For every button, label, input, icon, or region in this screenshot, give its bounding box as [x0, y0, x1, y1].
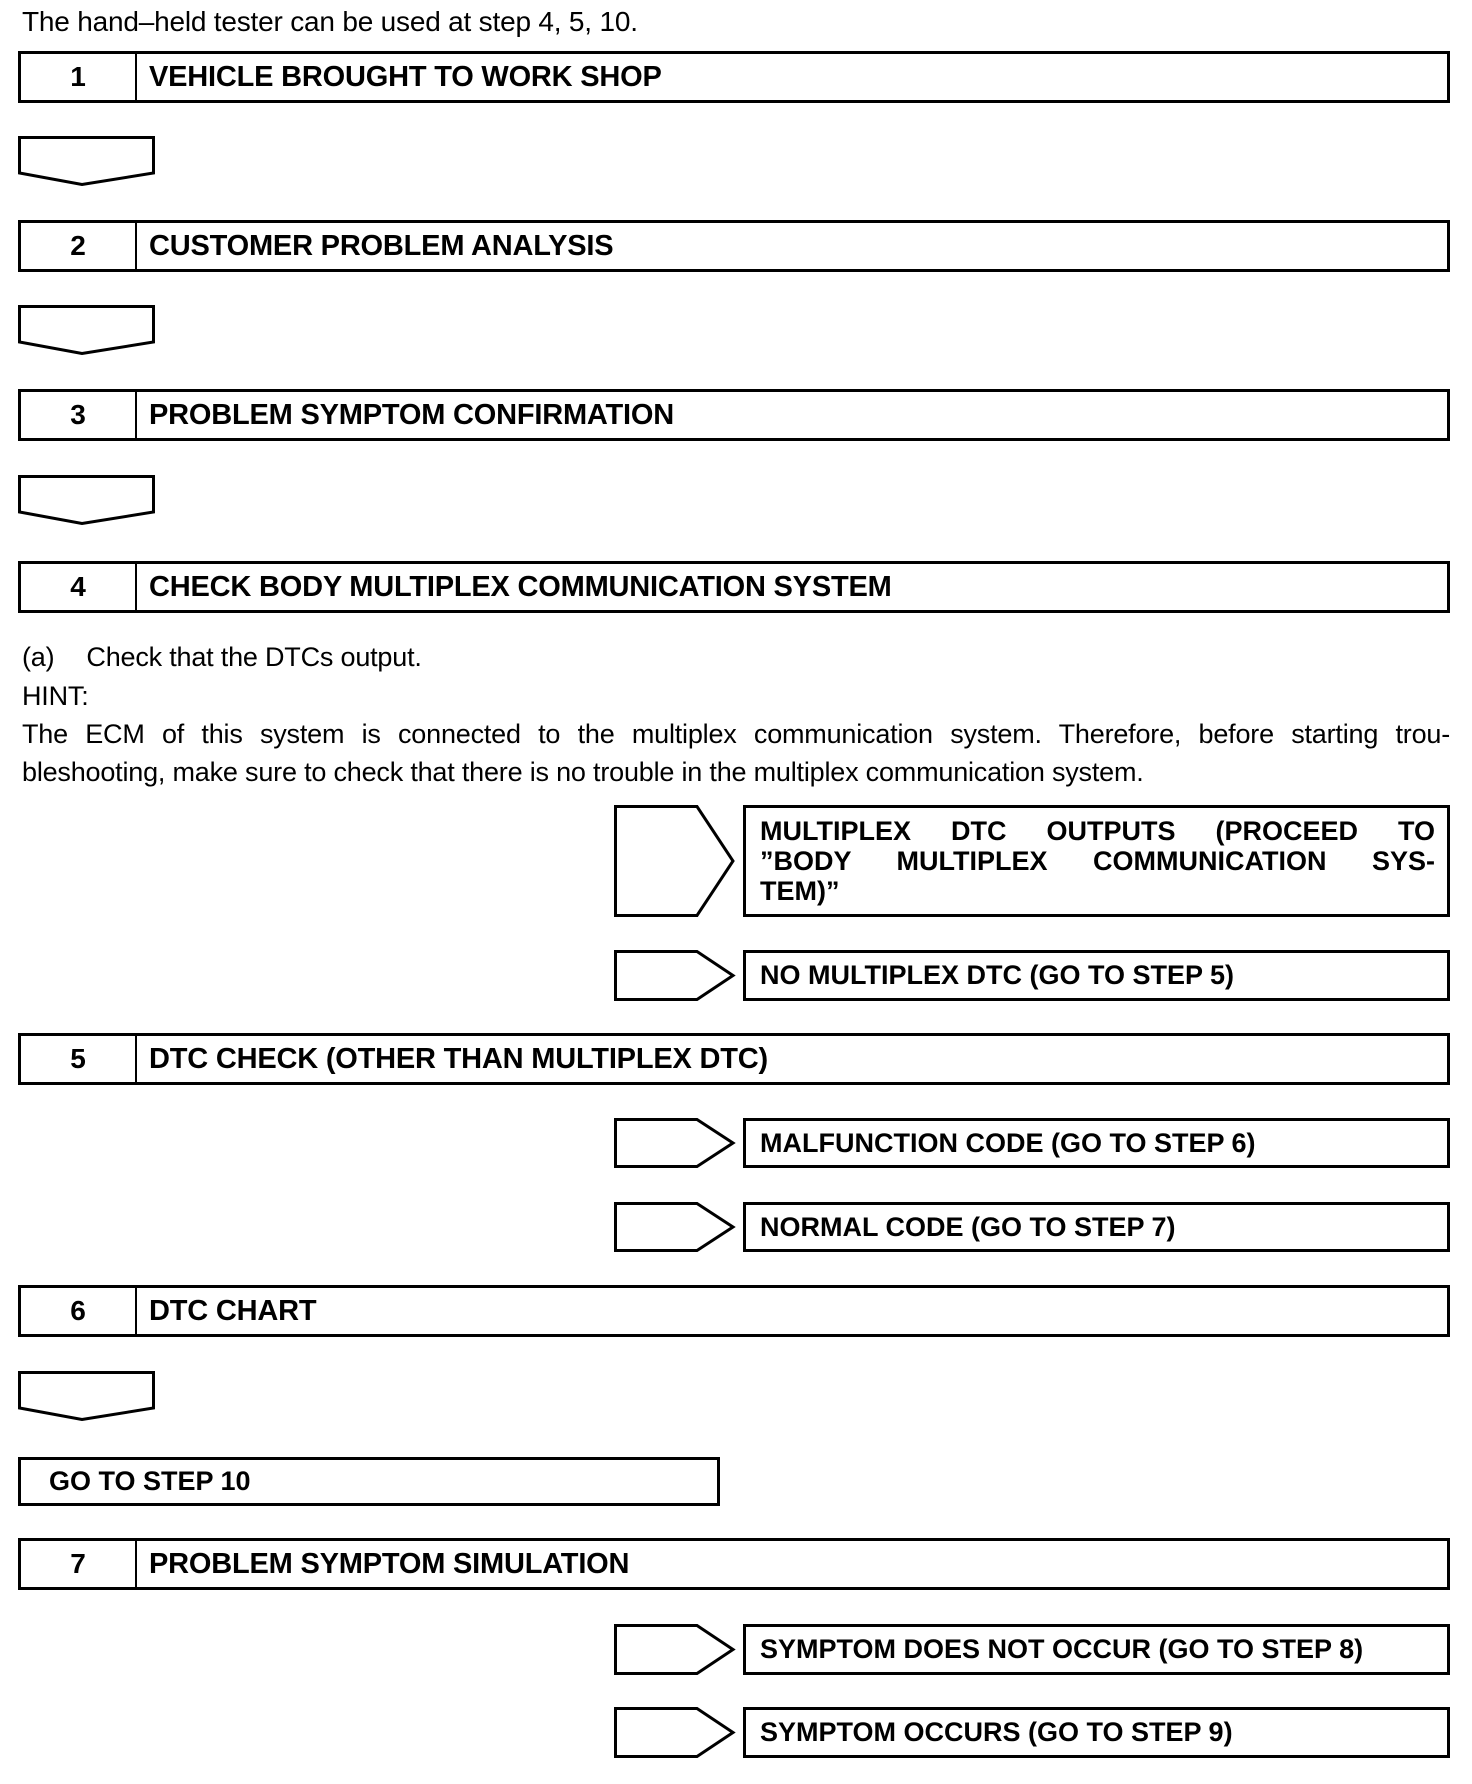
go-to-step-10-box: GO TO STEP 10 — [18, 1457, 720, 1506]
step-number: 2 — [21, 223, 137, 269]
step-title: CHECK BODY MULTIPLEX COMMUNICATION SYSTEM — [149, 570, 892, 603]
right-arrow-icon — [614, 1118, 736, 1168]
item-text: Check that the DTCs output. — [86, 642, 422, 672]
step-title: VEHICLE BROUGHT TO WORK SHOP — [149, 60, 662, 93]
step-number: 1 — [21, 54, 137, 100]
step-7-box — [18, 1538, 1450, 1590]
right-arrow-icon — [614, 1202, 736, 1252]
right-arrow-icon — [614, 1707, 736, 1758]
down-arrow-icon — [18, 305, 155, 355]
step-1-box — [18, 51, 1450, 103]
step-title: CUSTOMER PROBLEM ANALYSIS — [149, 229, 614, 262]
step-number: 6 — [21, 1288, 137, 1334]
result-line: MULTIPLEX DTC OUTPUTS (PROCEED TO — [760, 816, 1435, 846]
intro-text: The hand–held tester can be used at step 4, 5, 10. — [22, 6, 638, 37]
step-6-box — [18, 1285, 1450, 1337]
step-4-item-a — [22, 638, 422, 676]
step-5-box — [18, 1033, 1450, 1085]
right-arrow-icon — [614, 1624, 736, 1675]
step-title: PROBLEM SYMPTOM CONFIRMATION — [149, 398, 674, 431]
item-label: (a) — [22, 642, 55, 672]
step-number: 7 — [21, 1541, 137, 1587]
step-3-box — [18, 389, 1450, 441]
step-title: DTC CHART — [149, 1294, 317, 1327]
step-title: PROBLEM SYMPTOM SIMULATION — [149, 1547, 630, 1580]
step-number: 5 — [21, 1036, 137, 1082]
down-arrow-icon — [18, 136, 155, 186]
right-arrow-icon — [614, 950, 736, 1001]
result-line: TEM)” — [760, 876, 840, 906]
step-2-box — [18, 220, 1450, 272]
result-symptom-occurs: SYMPTOM OCCURS (GO TO STEP 9) — [743, 1707, 1450, 1758]
result-no-multiplex-dtc: NO MULTIPLEX DTC (GO TO STEP 5) — [743, 950, 1450, 1001]
down-arrow-icon — [18, 475, 155, 525]
result-normal-code: NORMAL CODE (GO TO STEP 7) — [743, 1202, 1450, 1252]
down-arrow-icon — [18, 1371, 155, 1421]
step-4-box — [18, 561, 1450, 613]
step-number: 3 — [21, 392, 137, 438]
result-line: ”BODY MULTIPLEX COMMUNICATION SYS- — [760, 846, 1435, 876]
result-symptom-does-not-occur: SYMPTOM DOES NOT OCCUR (GO TO STEP 8) — [743, 1624, 1450, 1675]
step-number: 4 — [21, 564, 137, 610]
step-title: DTC CHECK (OTHER THAN MULTIPLEX DTC) — [149, 1042, 768, 1075]
hint-body: The ECM of this system is connected to the multiplex communication system. Therefore, before starting trou- bleshooting, make sure to check that there is no trouble in the multiplex communication system. — [22, 719, 1450, 787]
right-arrow-icon — [614, 805, 736, 917]
result-multiplex-dtc-outputs — [743, 805, 1450, 917]
hint-label: HINT: — [22, 681, 89, 711]
result-malfunction-code: MALFUNCTION CODE (GO TO STEP 6) — [743, 1118, 1450, 1168]
